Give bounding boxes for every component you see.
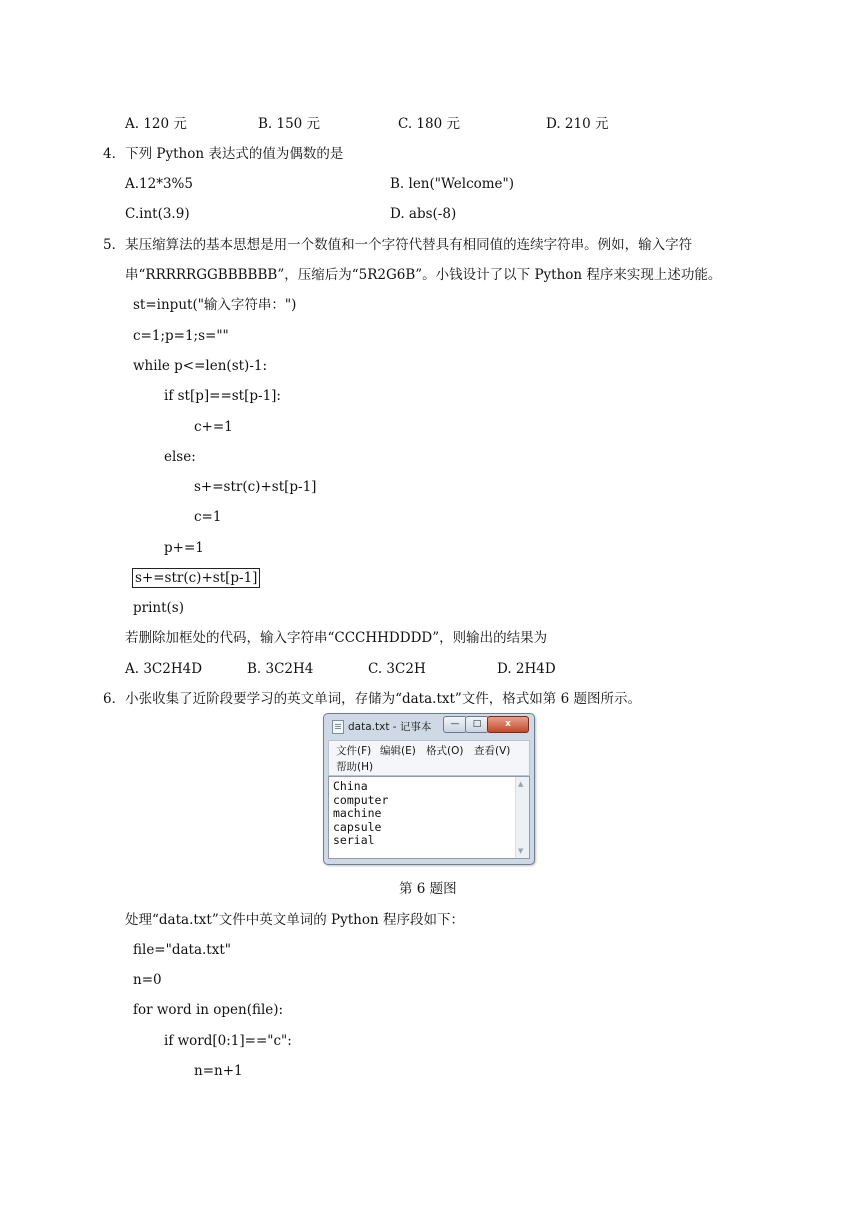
code-line: n=0 <box>133 972 162 988</box>
code-line: c=1;p=1;s="" <box>133 328 229 344</box>
q5-option-d: D. 2H4D <box>497 661 556 677</box>
q4-option-c: C.int(3.9) <box>125 206 190 222</box>
q4-stem: 4．下列 Python 表达式的值为偶数的是 <box>103 146 344 162</box>
notepad-line: computer <box>333 792 389 807</box>
q4-option-d: D. abs(-8) <box>390 206 457 222</box>
notepad-line: China <box>333 779 368 793</box>
menu-edit: 编辑(E) <box>380 745 416 757</box>
q4-option-a: A.12*3%5 <box>125 176 193 192</box>
q6-stem: 6．小张收集了近阶段要学习的英文单词，存储为“data.txt”文件，格式如第 6 题图所示。 <box>103 691 641 707</box>
notepad-window-figure <box>323 713 535 865</box>
code-line: while p<=len(st)-1: <box>133 358 268 374</box>
figure-caption: 第 6 题图 <box>399 881 457 897</box>
code-line: n=n+1 <box>194 1063 243 1079</box>
q5-option-c: C. 3C2H <box>368 661 426 677</box>
code-line: print(s) <box>133 600 184 616</box>
notepad-scrollbar <box>515 777 529 858</box>
q3-option-d: D. 210 元 <box>546 116 609 132</box>
code-line: else: <box>164 449 196 465</box>
notepad-line: serial <box>333 833 375 847</box>
q4-option-b: B. len("Welcome") <box>390 176 515 192</box>
menu-help: 帮助(H) <box>336 761 374 773</box>
q3-option-a: A. 120 元 <box>125 116 187 132</box>
code-line: c=1 <box>194 509 222 525</box>
code-line: if word[0:1]=="c": <box>164 1033 292 1049</box>
notepad-titlebar <box>324 714 534 738</box>
menu-format: 格式(O) <box>426 745 464 757</box>
q3-option-b: B. 150 元 <box>258 116 321 132</box>
code-line: c+=1 <box>194 419 233 435</box>
q5-question: 若删除加框处的代码，输入字符串“CCCHHDDDD”，则输出的结果为 <box>125 630 548 646</box>
q5-option-b: B. 3C2H4 <box>247 661 314 677</box>
code-line: for word in open(file): <box>133 1002 284 1018</box>
notepad-menubar <box>328 740 530 776</box>
scroll-up-icon: ▲ <box>518 780 524 788</box>
q6-intro: 处理“data.txt”文件中英文单词的 Python 程序段如下： <box>125 912 464 928</box>
notepad-line: capsule <box>333 819 382 834</box>
q5-stem-line1: 5．某压缩算法的基本思想是用一个数值和一个字符代替具有相同值的连续字符串。例如，输入字符 <box>103 237 693 253</box>
code-line: s+=str(c)+st[p-1] <box>194 479 317 495</box>
close-icon: x <box>487 716 529 733</box>
code-line: p+=1 <box>164 540 204 556</box>
scroll-down-icon: ▼ <box>518 847 524 855</box>
q3-option-c: C. 180 元 <box>398 116 460 132</box>
menu-file: 文件(F) <box>336 745 372 757</box>
notepad-text-area <box>328 776 530 859</box>
q5-option-a: A. 3C2H4D <box>125 661 203 677</box>
code-line: st=input("输入字符串：") <box>133 297 297 313</box>
code-line: if st[p]==st[p-1]: <box>164 388 281 404</box>
menu-view: 查看(V) <box>474 745 511 757</box>
notepad-icon <box>332 720 344 734</box>
minimize-icon: — <box>443 716 467 733</box>
notepad-title: data.txt - 记事本 <box>348 721 432 733</box>
maximize-icon: □ <box>465 716 489 733</box>
q5-stem-line2: 串“RRRRRGGBBBBBB”，压缩后为“5R2G6B”。小钱设计了以下 Python 程序来实现上述功能。 <box>125 267 722 283</box>
notepad-line: machine <box>333 806 382 820</box>
code-line: file="data.txt" <box>133 942 231 958</box>
boxed-code-line: s+=str(c)+st[p-1] <box>132 568 260 588</box>
